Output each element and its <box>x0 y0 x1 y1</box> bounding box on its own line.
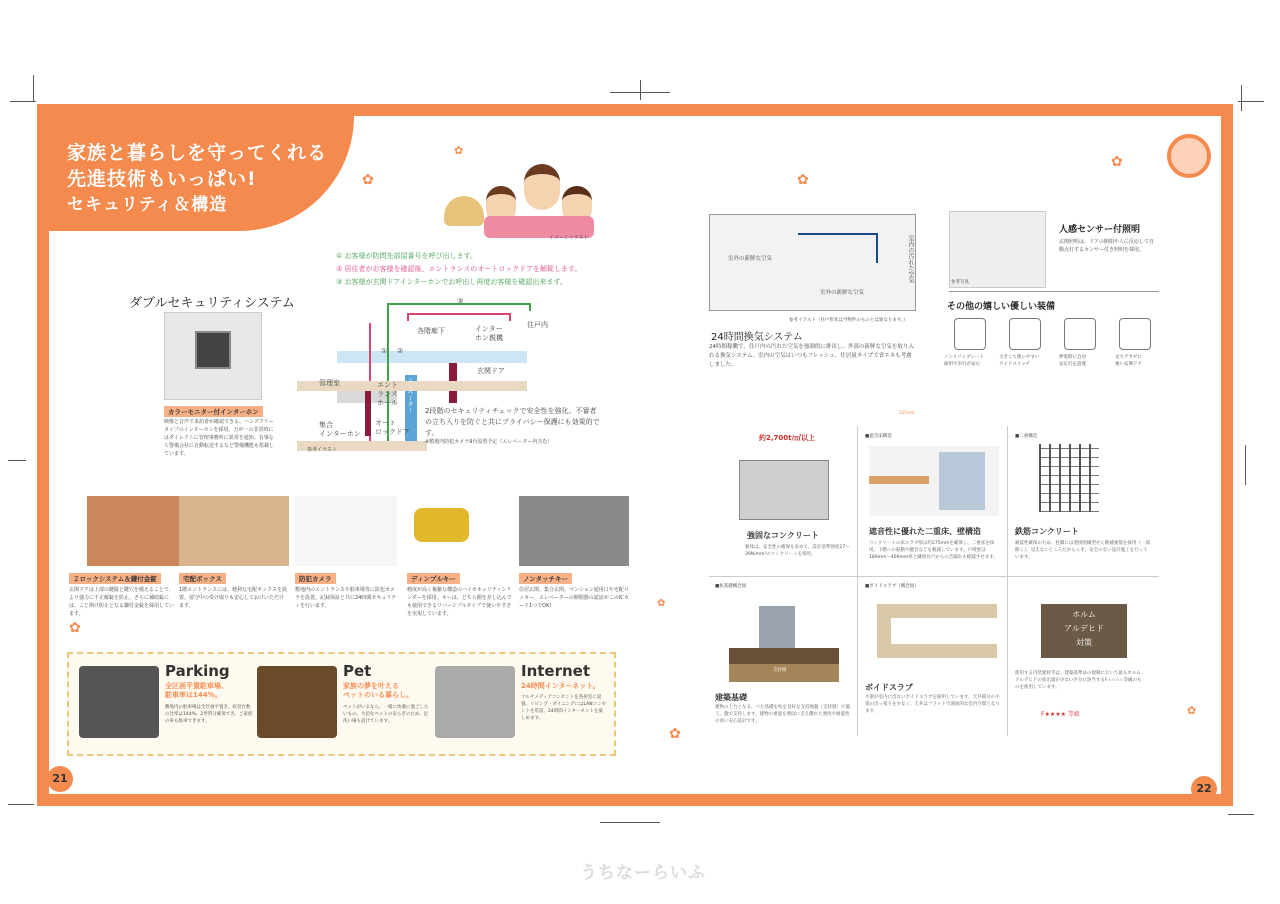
rebar-diagram <box>1039 444 1099 512</box>
feature-1-text: 玄関ドアは上部の鍵錠と鍵穴を備えることで、より強力に不正解錠を防止。さらに補助錠には、こじ開け防止となる鎌付金錠を採用しています。 <box>69 587 175 617</box>
butterfly-icon: ✿ <box>454 144 464 157</box>
watermark: うちなーらいふ <box>580 863 706 883</box>
butterfly-icon: ✿ <box>669 726 681 742</box>
internet-text: マルチメディアコンセントを各居室に設置。リビング・ダイニングにはLANコンセントを常設。24時間インターネットを楽しめます。 <box>521 695 607 721</box>
equipment-icon-switch <box>1009 318 1041 350</box>
dimple-key-photo <box>404 496 509 566</box>
butterfly-icon: ✿ <box>1111 154 1123 170</box>
foundation-support: 支持層 <box>773 668 787 673</box>
equipment-label-3: 押電時に自対 安定灯を設置 <box>1059 355 1086 367</box>
butterfly-icon: ✿ <box>657 598 666 609</box>
void-title: ボイドスラブ <box>865 683 913 692</box>
diagram-interphone: インター ホン親機 <box>475 325 503 342</box>
diagram-n3: ③ <box>457 297 464 305</box>
step-3: ③ お客様が玄関ドアインターホンでお呼出し再度お客様を確認出来ます。 <box>336 278 567 286</box>
feature-2-caption: 宅配ボックス <box>179 573 226 584</box>
sensor-photo <box>949 211 1046 288</box>
feature-1-caption: ２ロックシステム＆鎌付金錠 <box>69 573 161 584</box>
crop-mark <box>640 80 641 100</box>
void-header: ■ボイドスラブ（概念図） <box>865 584 919 589</box>
rebar-header: ■二重構造 <box>1015 434 1038 439</box>
illust-note: イメージイラスト <box>549 235 589 241</box>
floor-diagram <box>869 446 999 516</box>
headline-banner <box>49 116 354 231</box>
diagram-entrance: エント ランス ホール <box>377 381 398 407</box>
ventilation-fresh-air-1: 室外の新鮮な空気 <box>728 256 773 262</box>
diagram-n2: ② <box>397 347 404 355</box>
diagram-sanko: 参考イラスト <box>307 447 337 453</box>
equipment-label-4: 文大アサゼに 強い玄関ドア <box>1115 355 1142 367</box>
formaldehyde-grade: F★★★★ 等級 <box>1041 711 1080 718</box>
equipment-label-1: ノンスリップシート 採用で歩行が安心 <box>944 355 984 367</box>
step-1: ① お客様が防問先部屋番号を呼び出します。 <box>336 252 477 260</box>
floor-header: ■遮音床構造 <box>865 434 892 439</box>
crop-mark <box>600 822 660 823</box>
crop-mark <box>33 75 34 101</box>
crop-mark <box>8 804 34 805</box>
crop-mark <box>1228 814 1254 815</box>
crop-mark <box>8 460 26 461</box>
bottom-features-box <box>67 652 616 756</box>
feature-4-caption: ディンプルキー <box>407 573 460 584</box>
other-equipment-title: その他の嬉しい優しい装備 <box>947 302 1056 312</box>
formaldehyde-box-line-1: ホルム <box>1072 610 1096 619</box>
ventilation-dirty-air: 室内の汚れた空気 <box>907 235 914 283</box>
butterfly-icon: ✿ <box>362 172 374 188</box>
step-2: ② 居住者がお客様を確認後、エントランスのオートロックドアを解錠します。 <box>336 265 582 273</box>
brochure-spread <box>37 104 1233 806</box>
pet-photo <box>257 666 337 738</box>
formaldehyde-box-line-2: アルデヒド <box>1064 624 1104 633</box>
rebar-text: 耐震性確保のため、柱脚には溶接閉鎖型せん断補強筋を採用（一部除く）。見えないところだからこそ、安全のない設計施工を行っています。 <box>1015 541 1150 560</box>
flower-icon <box>1167 134 1211 178</box>
page-number-right: 22 <box>1191 776 1217 802</box>
ventilation-illust-note: 参考イラスト（住戸形状は当物件のものとは異なります。） <box>789 318 908 323</box>
pet-text: ペットがいるなら、一緒に快適に過ごしたいもの。大切なペットの安らぎのため、足洗い場も設けています。 <box>343 705 429 724</box>
concrete-title: 強固なコンクリート <box>747 531 819 540</box>
parking-title: Parking <box>165 662 230 680</box>
double-security-title: ダブルセキュリティシステム <box>129 296 295 311</box>
ventilation-text: 24時間稼働で、住戸内の汚れた空気を強制的に排出し、外部の新鮮な空気を取り入れる換気システム。室内の空気はいつもフレッシュ、住居量タイプで省エネも考慮しました。 <box>709 344 914 368</box>
formaldehyde-box <box>1041 604 1127 658</box>
feature-5-caption: ノンタッチキー <box>519 573 572 584</box>
double-check-note: ※敷地内防犯カメラ9台設置予定（エレベーター内含む） <box>425 439 553 445</box>
diagram-jukonai: 住戸内 <box>527 321 548 329</box>
concrete-block <box>739 460 829 520</box>
foundation-text: 建物の土台となる、べた基礎を杭を良好な支持地盤（支持層）で施工。盤で支持します。建物の重量を強固に支え優れた強度や耐震性の高い安心設計です。 <box>715 705 850 724</box>
page-number-left: 21 <box>47 766 73 792</box>
internet-title: Internet <box>521 662 591 680</box>
interphone-photo <box>164 312 262 400</box>
diagram-n1: ① <box>381 347 388 355</box>
ventilation-fresh-air-2: 室外の新鮮な空気 <box>820 290 865 296</box>
parking-sub: 全区画平置駐車場、 駐車率は144%。 <box>165 682 228 699</box>
internet-sub: 24時間インターネット。 <box>521 682 600 690</box>
equipment-icon-slip <box>954 318 986 350</box>
brochure-inner <box>49 116 1221 794</box>
structure-grid <box>709 426 1159 736</box>
crop-mark <box>10 101 36 102</box>
formaldehyde-text: 使用する内装建材等は、建築基準法の規制において最もホルムアルデヒドの放出量が少ない区分に該当するF☆☆☆☆等級のものを使用しています。 <box>1015 671 1142 690</box>
family-illustration <box>444 156 604 238</box>
sensor-title: 人感センサー付照明 <box>1059 225 1141 235</box>
double-check-text: 2段階のセキュリティチェックで安全性を強化。不審者の立ち入りを防ぐと共にプライバシー保護にも効果的です。 <box>425 407 600 437</box>
headline-line-1: 家族と暮らしを守ってくれる <box>67 142 328 164</box>
diagram-genkan: 玄関ドア <box>477 367 505 375</box>
rebar-title: 鉄筋コンクリート <box>1015 527 1079 536</box>
void-diagram <box>877 596 997 676</box>
feature-2-text: 1階エントランスには、便利な宅配ボックスを設置。留守中の受け取りも安心しておけいただけます。 <box>179 587 287 609</box>
internet-photo <box>435 666 515 738</box>
parking-photo <box>79 666 159 738</box>
crop-mark <box>1241 85 1242 111</box>
structure-scale-note: 325mm <box>899 410 915 415</box>
diagram-elevator: エレベーター <box>406 377 413 413</box>
butterfly-icon: ✿ <box>69 620 81 636</box>
floor-text: コンクリートの床スラブ厚は約275mmを確保し、二重床を採用。下階への振動や騒音などを軽減しています。戸境壁は180mm〜400mm厚と隣接住戸からの音漏れも軽減させます。 <box>869 541 998 560</box>
lock-photo <box>87 496 187 566</box>
sensor-text: 玄関照明は、ドアの開閉や人に反応して自動点灯するセンサー付き照明を採用。 <box>1059 239 1154 253</box>
color-monitor-caption: カラーモニター付インターホン <box>164 406 263 417</box>
concrete-label: 約2,700t/㎡以上 <box>759 434 816 442</box>
headline-line-2: 先進技術もいっぱい! <box>67 168 257 190</box>
floor-title: 遮音性に優れた二重床、壁構造 <box>869 527 981 536</box>
diagram-kanrishitsu: 管理室 <box>319 379 340 387</box>
sensor-divider <box>949 291 1159 292</box>
foundation-title: 建築基礎 <box>715 693 747 702</box>
ventilation-title: 24時間換気システム <box>711 332 803 343</box>
concrete-text: 躯体は、安全性の確保を求めて、設計基準強度27〜39N/mm²のコンクリートを採用。 <box>745 545 850 557</box>
non-touch-key-photo <box>519 496 629 566</box>
butterfly-icon: ✿ <box>797 172 809 188</box>
equipment-icon-door <box>1119 318 1151 350</box>
void-text: 小梁が室内に出ないボイドスラブを採用しています。天井部分の小梁の出っ張りを少なく、天井はフラットで開放的な室内空間となります。 <box>865 695 1000 714</box>
pet-title: Pet <box>343 662 372 680</box>
butterfly-icon: ✿ <box>1187 704 1197 717</box>
feature-3-caption: 防犯カメラ <box>295 573 336 584</box>
equipment-label-2: 大きくて使いやすい ワイドスイッチ <box>999 355 1040 367</box>
diagram-shugo: 集合 インターホン <box>319 421 361 438</box>
foundation-header: ■杭基礎概念図 <box>715 584 747 589</box>
parking-text: 敷地内の駐車場は全区画平置き。収容台数の比率は144%。2世帯分確保でき、ご家族の車も駐車できます。 <box>165 705 253 724</box>
sensor-sanko: 参考写真 <box>951 280 969 285</box>
crop-mark <box>1245 445 1246 485</box>
formaldehyde-box-line-3: 対策 <box>1076 638 1092 647</box>
feature-3-text: 敷地内のエントランスや駐車場等に防犯カメラを設置。記録保証と共に24時間セキュリティを行います。 <box>295 587 397 609</box>
ventilation-diagram <box>709 214 916 311</box>
camera-photo <box>295 496 397 566</box>
diagram-kakuto-roka: 各階廊下 <box>417 327 445 335</box>
diagram-autolock: オート ロックドア <box>375 419 410 436</box>
headline-line-3: セキュリティ＆構造 <box>67 195 228 215</box>
color-monitor-text: 映像と音声で来訪者が確認できる、ハンズフリータイプのインターホンを採用。万が一の非常時にはダイレクトに管理事務所に異常を通知。有事なら警備会社に自動転送するなど警備機能も搭載しています。 <box>164 419 275 457</box>
delivery-box-photo <box>179 496 289 566</box>
pet-sub: 家族の夢を叶える ペットのいる暮らし。 <box>343 682 413 699</box>
feature-5-text: 住居玄関、集合玄関、マンション通用口や宅配ロッカー、エレベーターの開閉器の認証がこのICカード1つでOK! <box>519 587 629 609</box>
feature-4-text: 精度が高く複雑な構造のハイセキュリティシリンダーを採用。キーは、どちら側を差し込んでも使用できるリバーシブルタイプで使いやすさを実現しています。 <box>407 587 512 617</box>
equipment-icon-light <box>1064 318 1096 350</box>
